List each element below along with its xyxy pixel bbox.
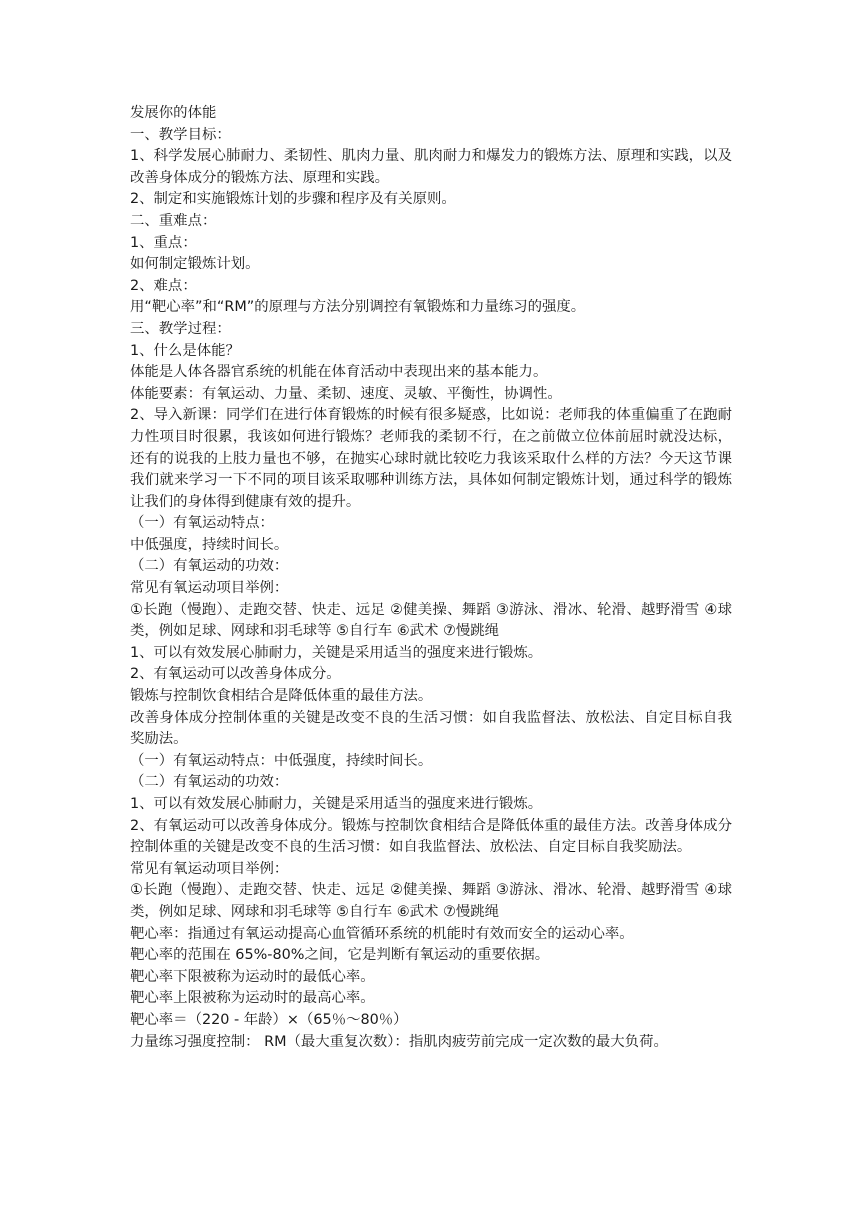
paragraph: 1、可以有效发展心肺耐力，关键是采用适当的强度来进行锻炼。 (130, 644, 543, 661)
paragraph: ①长跑（慢跑）、走跑交替、快走、远足 ②健美操、舞蹈 ③游泳、滑冰、轮滑、越野滑雪 ④球类，例如足球、网球和羽毛球等 ⑤自行车 ⑥武术 ⑦慢跳绳 (130, 601, 732, 640)
section-heading: 一、教学目标： (130, 126, 231, 143)
paragraph: 2、导入新课：同学们在进行体育锻炼的时候有很多疑惑，比如说：老师我的体重偏重了在跑耐力性项目时很累，我该如何进行锻炼？老师我的柔韧不行，在之前做立位体前屈时就没达标，还有的说我的上肢力量也不够，在抛实心球时就比较吃力我该采取什么样的方法？今天这节课我们就来学习一下不同的项目该采取哪种训练方法，具体如何制定锻炼计划，通过科学的锻炼让我们的身体得到健康有效的提升。 (130, 407, 732, 510)
paragraph: 2、制定和实施锻炼计划的步骤和程序及有关原则。 (130, 191, 456, 208)
sub-heading: 1、重点： (130, 234, 197, 251)
paragraph: 靶心率的范围在 65%-80%之间，它是判断有氧运动的重要依据。 (130, 947, 550, 964)
sub-heading: （一）有氧运动特点： (130, 515, 274, 532)
paragraph: 常见有氧运动项目举例： (130, 860, 289, 877)
sub-heading: （二）有氧运动的功效： (130, 558, 289, 575)
paragraph: 用“靶心率”和“RM”的原理与方法分别调控有氧锻炼和力量练习的强度。 (130, 299, 586, 316)
paragraph: 中低强度，持续时间长。 (130, 536, 289, 553)
paragraph: （一）有氧运动特点：中低强度，持续时间长。 (130, 752, 433, 769)
section-heading: 三、教学过程： (130, 320, 231, 337)
paragraph: 体能要素：有氧运动、力量、柔韧、速度、灵敏、平衡性，协调性。 (130, 385, 562, 402)
paragraph: 靶心率＝（220 - 年龄）×（65％～80％） (130, 1011, 408, 1028)
paragraph: 1、科学发展心肺耐力、柔韧性、肌肉力量、肌肉耐力和爆发力的锻炼方法、原理和实践，以及改善身体成分的锻炼方法、原理和实践。 (130, 148, 732, 186)
section-heading: 二、重难点： (130, 212, 217, 229)
paragraph: 靶心率上限被称为运动时的最高心率。 (130, 990, 375, 1007)
paragraph: 2、有氧运动可以改善身体成分。 (130, 666, 341, 683)
formula: 力量练习强度控制： RM（最大重复次数）：指肌肉疲劳前完成一定次数的最大负荷。 (130, 1033, 668, 1050)
paragraph: 靶心率：指通过有氧运动提高心血管循环系统的机能时有效而安全的运动心率。 (130, 925, 634, 942)
paragraph: 靶心率下限被称为运动时的最低心率。 (130, 968, 375, 985)
paragraph: 锻炼与控制饮食相结合是降低体重的最佳方法。 (130, 688, 433, 705)
document-page (130, 103, 732, 1053)
sub-heading: （二）有氧运动的功效： (130, 774, 289, 791)
sub-heading: 2、难点： (130, 277, 197, 294)
paragraph: 如何制定锻炼计划。 (130, 256, 260, 273)
paragraph: 常见有氧运动项目举例： (130, 580, 289, 597)
document-title: 发展你的体能 (130, 105, 217, 121)
paragraph: 2、有氧运动可以改善身体成分。锻炼与控制饮食相结合是降低体重的最佳方法。改善身体成分控制体重的关键是改变不良的生活习惯：如自我监督法、放松法、自定目标自我奖励法。 (130, 817, 732, 856)
paragraph: 1、可以有效发展心肺耐力，关键是采用适当的强度来进行锻炼。 (130, 796, 543, 812)
sub-heading: 1、什么是体能？ (130, 342, 240, 359)
paragraph: 改善身体成分控制体重的关键是改变不良的生活习惯：如自我监督法、放松法、自定目标自我奖励法。 (130, 709, 732, 748)
paragraph: ①长跑（慢跑）、走跑交替、快走、远足 ②健美操、舞蹈 ③游泳、滑冰、轮滑、越野滑雪 ④球类，例如足球、网球和羽毛球等 ⑤自行车 ⑥武术 ⑦慢跳绳 (130, 882, 732, 920)
paragraph: 体能是人体各器官系统的机能在体育活动中表现出来的基本能力。 (130, 364, 548, 381)
